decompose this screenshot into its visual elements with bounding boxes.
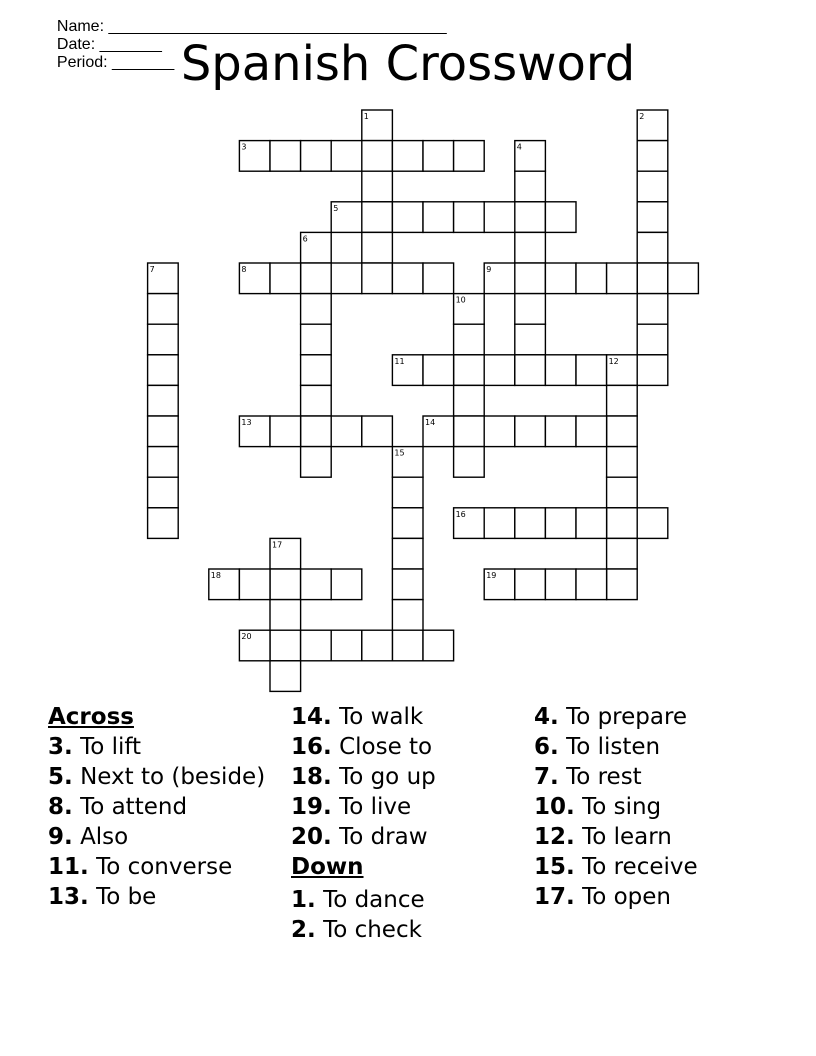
clue-number-label: 6 <box>302 234 308 244</box>
clue-across-8: 8. To attend <box>48 794 188 820</box>
grid-cell[interactable] <box>362 416 393 447</box>
grid-cell[interactable] <box>392 263 423 294</box>
clue-across-9: 9. Also <box>48 824 129 850</box>
grid-cell[interactable] <box>362 141 393 172</box>
grid-cell[interactable] <box>301 355 332 386</box>
grid-cell[interactable] <box>545 263 576 294</box>
clue-across-11: 11. To converse <box>48 854 233 880</box>
grid-cell[interactable] <box>148 324 179 355</box>
grid-cell[interactable] <box>301 294 332 325</box>
grid-cell[interactable] <box>301 263 332 294</box>
clue-down-2: 2. To check <box>291 917 422 943</box>
grid-cell[interactable] <box>515 355 546 386</box>
grid-cell[interactable] <box>545 508 576 539</box>
grid-cell[interactable] <box>423 630 454 661</box>
clue-number-label: 3 <box>241 142 247 152</box>
clue-number-label: 9 <box>486 265 492 274</box>
grid-cell[interactable] <box>148 416 179 447</box>
grid-cell[interactable] <box>362 630 393 661</box>
grid-cell[interactable] <box>454 355 485 386</box>
grid-cell[interactable] <box>301 569 332 600</box>
grid-cell[interactable] <box>362 263 393 294</box>
grid-cell[interactable] <box>576 416 607 447</box>
grid-cell[interactable] <box>607 385 638 416</box>
grid-cell[interactable] <box>545 202 576 233</box>
clue-number-label: 15 <box>394 448 405 458</box>
grid-cell[interactable] <box>576 508 607 539</box>
grid-cell[interactable] <box>331 141 362 172</box>
grid-cell[interactable] <box>454 385 485 416</box>
clue-number-label: 4 <box>516 142 522 152</box>
clue-number-label: 1 <box>363 112 369 121</box>
grid-cell[interactable] <box>331 416 362 447</box>
grid-cell[interactable] <box>301 385 332 416</box>
grid-cell[interactable] <box>148 294 179 325</box>
grid-cell[interactable] <box>607 477 638 508</box>
clue-down-6: 6. To listen <box>534 734 661 760</box>
across-heading: Across <box>48 704 134 730</box>
grid-cell[interactable] <box>270 416 301 447</box>
grid-cell[interactable] <box>270 630 301 661</box>
clues-column-2 <box>291 702 531 945</box>
grid-cell[interactable] <box>545 416 576 447</box>
name-field[interactable]: Name: ______________________________________ <box>56 18 447 35</box>
clue-down-4: 4. To prepare <box>534 704 688 730</box>
clue-number-label: 12 <box>608 356 619 366</box>
grid-cell[interactable] <box>301 324 332 355</box>
clue-across-14: 14. To walk <box>291 704 424 730</box>
grid-cell[interactable] <box>331 569 362 600</box>
clue-number-label: 7 <box>149 265 155 274</box>
grid-cell[interactable] <box>148 508 179 539</box>
clue-down-12: 12. To learn <box>534 824 672 850</box>
grid-cell[interactable] <box>515 508 546 539</box>
grid-cell[interactable] <box>637 202 668 233</box>
grid-cell[interactable] <box>148 385 179 416</box>
clue-across-19: 19. To live <box>291 794 412 820</box>
grid-cell[interactable] <box>637 324 668 355</box>
grid-cell[interactable] <box>423 355 454 386</box>
grid-cell[interactable] <box>637 141 668 172</box>
clue-across-18: 18. To go up <box>291 764 436 790</box>
grid-cell[interactable] <box>607 569 638 600</box>
grid-cell[interactable] <box>392 538 423 569</box>
grid-cell[interactable] <box>148 447 179 478</box>
clue-across-13: 13. To be <box>48 884 157 910</box>
grid-cell[interactable] <box>576 263 607 294</box>
clues-column-3 <box>534 702 774 912</box>
grid-cell[interactable] <box>515 171 546 202</box>
grid-cell[interactable] <box>607 538 638 569</box>
grid-cell[interactable] <box>454 447 485 478</box>
grid-cell[interactable] <box>301 416 332 447</box>
grid-cell[interactable] <box>637 294 668 325</box>
clue-down-7: 7. To rest <box>534 764 642 790</box>
clue-number-label: 8 <box>241 265 247 274</box>
clue-number-label: 5 <box>333 203 339 213</box>
clue-number-label: 19 <box>486 571 497 580</box>
grid-cell[interactable] <box>607 447 638 478</box>
clue-down-10: 10. To sing <box>534 794 662 820</box>
grid-cell[interactable] <box>637 355 668 386</box>
grid-cell[interactable] <box>270 141 301 172</box>
grid-cell[interactable] <box>301 447 332 478</box>
grid-cell[interactable] <box>454 202 485 233</box>
clue-number-label: 14 <box>425 418 436 427</box>
grid-cell[interactable] <box>637 232 668 263</box>
grid-cell[interactable] <box>270 661 301 692</box>
grid-cell[interactable] <box>362 202 393 233</box>
grid-cell[interactable] <box>515 202 546 233</box>
period-field[interactable]: Period: _______ <box>56 54 175 71</box>
grid-cell[interactable] <box>301 141 332 172</box>
grid-cell[interactable] <box>331 263 362 294</box>
clue-number-label: 11 <box>394 356 405 366</box>
clue-across-5: 5. Next to (beside) <box>48 764 266 790</box>
grid-cell[interactable] <box>515 416 546 447</box>
clues-column-1 <box>48 702 288 912</box>
grid-cell[interactable] <box>148 355 179 386</box>
grid-cell[interactable] <box>484 508 515 539</box>
grid-cell[interactable] <box>454 141 485 172</box>
grid-cell[interactable] <box>454 416 485 447</box>
grid-cell[interactable] <box>607 508 638 539</box>
clue-across-16: 16. Close to <box>291 734 433 760</box>
clue-number-label: 2 <box>639 112 645 121</box>
grid-cell[interactable] <box>362 171 393 202</box>
grid-cell[interactable] <box>362 232 393 263</box>
grid-cell[interactable] <box>515 232 546 263</box>
grid-cell[interactable] <box>392 141 423 172</box>
grid-cell[interactable] <box>392 202 423 233</box>
grid-cell[interactable] <box>484 202 515 233</box>
clue-number-label: 13 <box>241 418 252 427</box>
clue-down-1: 1. To dance <box>291 887 425 913</box>
grid-cell[interactable] <box>148 477 179 508</box>
grid-cell[interactable] <box>637 263 668 294</box>
clue-number-label: 18 <box>210 571 221 580</box>
clue-down-17: 17. To open <box>534 884 671 910</box>
grid-cell[interactable] <box>331 630 362 661</box>
clue-number-label: 10 <box>455 295 466 305</box>
grid-cell[interactable] <box>515 294 546 325</box>
grid-cell[interactable] <box>637 508 668 539</box>
grid-cell[interactable] <box>545 569 576 600</box>
grid-cell[interactable] <box>515 263 546 294</box>
grid-cell[interactable] <box>607 416 638 447</box>
clue-number-label: 17 <box>272 540 283 550</box>
grid-cell[interactable] <box>301 630 332 661</box>
grid-cell[interactable] <box>545 355 576 386</box>
grid-cell[interactable] <box>392 477 423 508</box>
grid-cell[interactable] <box>270 600 301 631</box>
grid-cell[interactable] <box>239 569 270 600</box>
clue-down-15: 15. To receive <box>534 854 698 880</box>
grid-cell[interactable] <box>668 263 699 294</box>
grid-cell[interactable] <box>607 263 638 294</box>
clue-across-20: 20. To draw <box>291 824 428 850</box>
grid-cell[interactable] <box>637 171 668 202</box>
grid-cell[interactable] <box>576 569 607 600</box>
grid-cell[interactable] <box>392 508 423 539</box>
grid-cell[interactable] <box>423 263 454 294</box>
clue-across-3: 3. To lift <box>48 734 142 760</box>
date-field[interactable]: Date: _______ <box>56 36 162 53</box>
grid-cell[interactable] <box>270 263 301 294</box>
grid-cell[interactable] <box>423 141 454 172</box>
grid-cell[interactable] <box>392 630 423 661</box>
grid-cell[interactable] <box>392 569 423 600</box>
grid-cell[interactable] <box>392 600 423 631</box>
clue-number-label: 20 <box>241 632 252 642</box>
grid-cell[interactable] <box>270 569 301 600</box>
grid-cell[interactable] <box>423 202 454 233</box>
clue-number-label: 16 <box>455 509 466 519</box>
page-title: Spanish Crossword <box>180 36 636 92</box>
grid-cell[interactable] <box>484 416 515 447</box>
grid-cell[interactable] <box>515 324 546 355</box>
grid-cell[interactable] <box>484 355 515 386</box>
grid-cell[interactable] <box>515 569 546 600</box>
down-heading: Down <box>291 854 364 880</box>
grid-cell[interactable] <box>454 324 485 355</box>
grid-cell[interactable] <box>576 355 607 386</box>
